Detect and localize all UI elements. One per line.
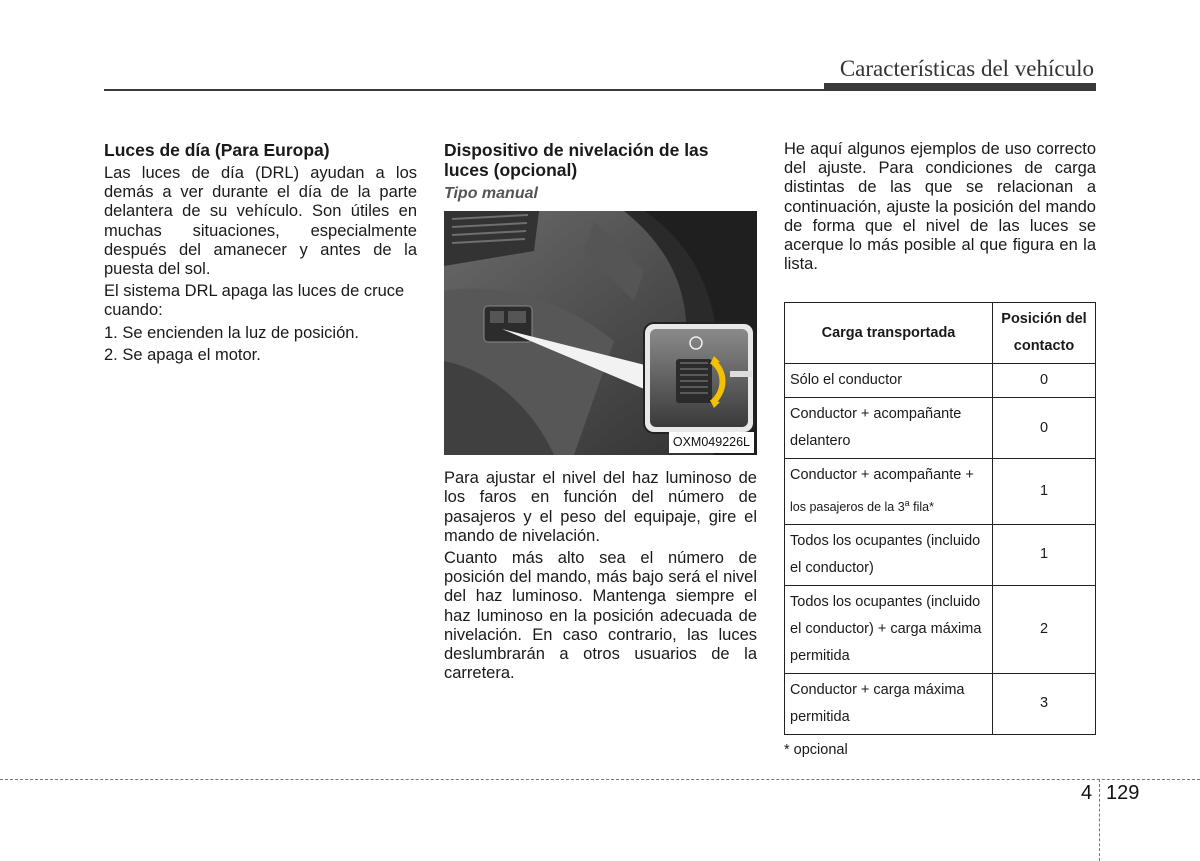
table-cell-load: Conductor + acompañante delantero xyxy=(785,398,993,459)
table-cell-position: 0 xyxy=(993,398,1096,459)
table-cell-load: Sólo el conductor xyxy=(785,364,993,398)
table-cell-position: 0 xyxy=(993,364,1096,398)
table-header-row xyxy=(785,303,1096,364)
column-drl xyxy=(104,140,417,368)
page-header-title: Características del vehículo xyxy=(839,56,1094,81)
table-row xyxy=(785,524,1096,585)
paragraph-drl-conditions: El sistema DRL apaga las luces de cruce cuando: xyxy=(104,282,405,320)
dashboard-leveling-illustration xyxy=(444,211,757,455)
footer-vertical-divider xyxy=(1099,779,1100,861)
column-leveling xyxy=(444,140,757,686)
table-row xyxy=(785,459,1096,524)
section-heading-leveling: Dispositivo de nivelación de las luces (opcional) xyxy=(444,140,709,180)
table-cell-position: 2 xyxy=(993,585,1096,673)
paragraph-leveling-adjust: Para ajustar el nivel del haz luminoso de los faros en función del número de pasajeros y el peso del equipaje, gire el mando de nivelación. xyxy=(444,469,757,545)
table-cell-load: Todos los ocupantes (incluido el conductor) + carga máxima permitida xyxy=(785,585,993,673)
table-row xyxy=(785,398,1096,459)
table-header-load: Carga transportada xyxy=(785,303,993,364)
table-cell-position: 1 xyxy=(993,459,1096,524)
page-number: 129 xyxy=(1106,782,1140,804)
header-rule xyxy=(104,89,1096,91)
column-examples xyxy=(784,140,1096,760)
section-heading-drl: Luces de día (Para Europa) xyxy=(104,140,330,160)
chapter-number: 4 xyxy=(1081,782,1093,804)
list-item-1: 1. Se encienden la luz de posición. xyxy=(104,323,360,342)
paragraph-examples-intro: He aquí algunos ejemplos de uso correcto del ajuste. Para condiciones de carga distintas de las que se relacionan a continuación, ajuste la posición del mando de forma que el nivel de las luces se acerque lo más posible al que figura en la lista. xyxy=(784,140,1096,274)
table-row xyxy=(785,673,1096,734)
table-row xyxy=(785,364,1096,398)
table-cell-load: Todos los ocupantes (incluido el conductor) xyxy=(785,524,993,585)
subheading-manual-type: Tipo manual xyxy=(444,185,538,202)
paragraph-leveling-warning: Cuanto más alto sea el número de posición del mando, más bajo será el nivel del haz luminoso. Mantenga siempre el haz luminoso en la posición adecuada de nivelación. En caso contrario, las luces deslumbrarán a otros usuarios de la carretera. xyxy=(444,549,757,683)
table-header-position: Posición del contacto xyxy=(993,303,1096,364)
table-cell-load-line1: Conductor + acompañante + xyxy=(790,467,974,484)
list-item-2: 2. Se apaga el motor. xyxy=(104,345,261,364)
load-position-table xyxy=(784,302,1096,734)
paragraph-drl-intro: Las luces de día (DRL) ayudan a los demás a ver durante el día de la parte delantera de su vehículo. Son útiles en muchas situaciones, especialmente después del amanecer y antes de la puesta del sol. xyxy=(104,164,417,279)
table-footnote: * opcional xyxy=(784,741,848,758)
table-cell-position: 1 xyxy=(993,524,1096,585)
figure-code-label: OXM049226L xyxy=(669,432,754,453)
table-cell-position: 3 xyxy=(993,673,1096,734)
footer-dashed-rule xyxy=(0,779,1200,780)
table-cell-load: Conductor + carga máxima permitida xyxy=(785,673,993,734)
table-cell-load xyxy=(785,459,993,524)
table-row xyxy=(785,585,1096,673)
table-cell-load-line2: los pasajeros de la 3$^a$ fila* xyxy=(790,497,934,514)
